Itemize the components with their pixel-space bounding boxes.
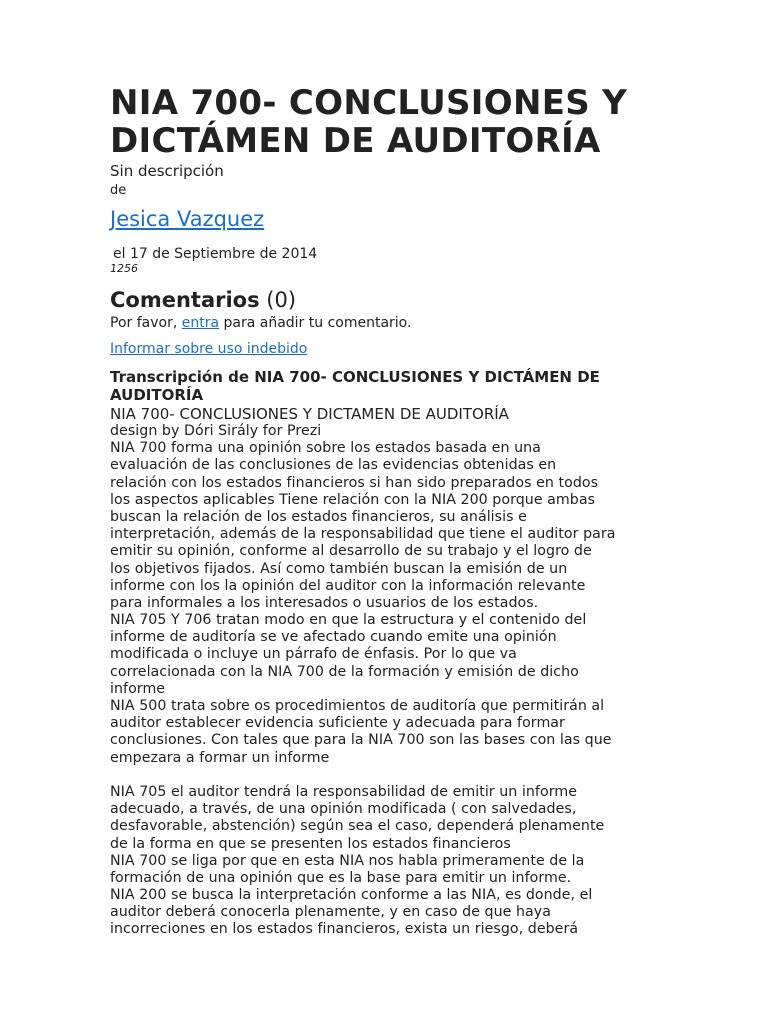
transcript-line: empezara a formar un informe	[110, 749, 330, 766]
transcript-heading: Transcripción de NIA 700- CONCLUSIONES Y DICTÁMEN DE AUDITORÍA	[110, 368, 600, 404]
transcript-body	[110, 423, 670, 939]
author-link[interactable]: Jesica Vazquez	[110, 207, 265, 231]
transcript-line: modificada o incluye un párrafo de énfasis. Por lo que va	[110, 646, 517, 663]
transcript-line: formación de una opinión que es la base para emitir un informe.	[110, 869, 572, 886]
transcript-line: NIA 700 forma una opinión sobre los estados basada en una	[110, 440, 541, 457]
transcript-line: informe con los la opinión del auditor con la información relevante	[110, 577, 586, 594]
transcript-line: los aspectos aplicables Tiene relación con la NIA 200 porque ambas	[110, 491, 596, 508]
transcript-line: design by Dóri Sirály for Prezi	[110, 423, 322, 439]
document-title: NIA 700- CONCLUSIONES Y DICTÁMEN DE AUDITORÍA	[110, 83, 628, 161]
transcript-line: conclusiones. Con tales que para la NIA 700 son las bases con las que	[110, 732, 612, 749]
report-abuse-link[interactable]: Informar sobre uso indebido	[110, 341, 308, 357]
transcript-line: adecuado, a través, de una opinión modificada ( con salvedades,	[110, 801, 577, 818]
transcript-line: evaluación de las conclusiones de las evidencias obtenidas en	[110, 457, 557, 474]
transcript-line: informe	[110, 680, 166, 697]
transcript-line: correlacionada con la NIA 700 de la formación y emisión de dicho	[110, 663, 579, 680]
login-link[interactable]: entra	[181, 315, 220, 331]
transcript-line: los objetivos fijados. Así como también buscan la emisión de un	[110, 560, 568, 577]
transcript-line: interpretación, además de la responsabilidad que tiene el auditor para	[110, 526, 616, 543]
publish-date: el 17 de Septiembre de 2014	[113, 246, 318, 262]
transcript-line: NIA 500 trata sobre os procedimientos de auditoría que permitirán al	[110, 698, 605, 714]
transcript-subtitle: NIA 700- CONCLUSIONES Y DICTAMEN DE AUDITORÍA	[110, 405, 509, 423]
transcript-line: desfavorable, abstención) según sea el caso, dependerá plenamente	[110, 818, 605, 835]
author-prefix: de	[110, 183, 127, 198]
transcript-line: NIA 705 el auditor tendrá la responsabilidad de emitir un informe	[110, 783, 577, 800]
transcript-line: buscan la relación de los estados financieros, su análisis e	[110, 508, 527, 525]
prompt-text-after: para añadir tu comentario.	[219, 315, 412, 331]
transcript-line	[110, 767, 670, 784]
transcript-line: auditor establecer evidencia suficiente y adecuada para formar	[110, 715, 565, 732]
transcript-line: de la forma en que se presenten los estados financieros	[110, 835, 511, 852]
view-count: 1256	[110, 262, 138, 275]
transcript-line: incorreciones en los estados financieros, exista un riesgo, deberá	[110, 921, 579, 938]
document-description: Sin descripción	[110, 162, 224, 180]
transcript-line: auditor deberá conocerla plenamente, y en caso de que haya	[110, 904, 551, 921]
comments-heading	[110, 286, 296, 314]
comments-count: (0)	[266, 288, 297, 312]
transcript-line: NIA 700 se liga por que en esta NIA nos habla primeramente de la	[110, 852, 585, 869]
comments-login-prompt	[110, 314, 411, 332]
transcript-line: emitir su opinión, conforme al desarrollo de su trabajo y el logro de	[110, 543, 592, 560]
transcript-line: NIA 705 Y 706 tratan modo en que la estructura y el contenido del	[110, 612, 587, 629]
comments-label: Comentarios	[110, 288, 260, 312]
transcript-line: para informales a los interesados o usuarios de los estados.	[110, 594, 539, 611]
transcript-line: informe de auditoría se ve afectado cuando emite una opinión	[110, 629, 557, 646]
transcript-line: NIA 200 se busca la interpretación conforme a las NIA, es donde, el	[110, 887, 593, 904]
transcript-line: relación con los estados financieros si han sido preparados en todos	[110, 474, 599, 491]
prompt-text-before: Por favor,	[110, 315, 182, 331]
